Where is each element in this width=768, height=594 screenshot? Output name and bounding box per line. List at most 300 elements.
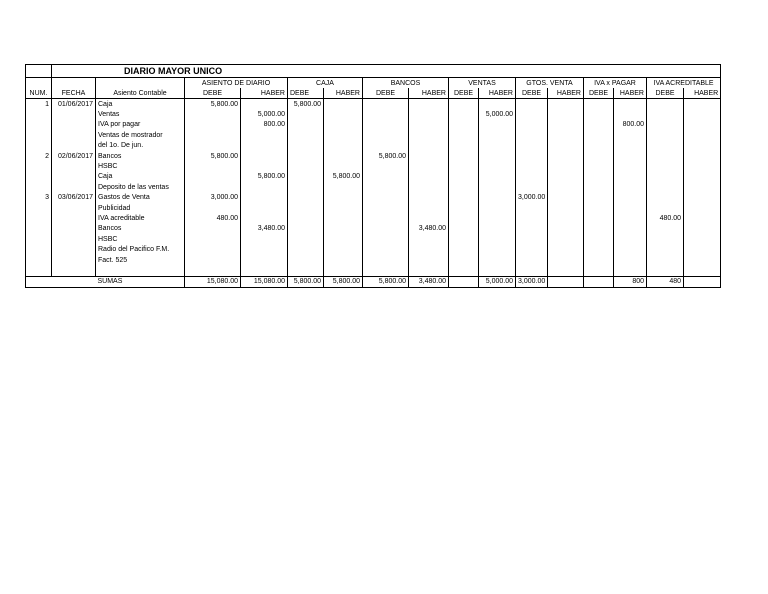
table-row xyxy=(26,203,721,213)
cell-ventas-debe xyxy=(449,161,479,171)
table-row xyxy=(26,109,721,119)
cell-asiento-debe: 5,800.00 xyxy=(185,99,241,110)
cell-asiento-contable: Ventas de mostrador xyxy=(96,130,185,140)
table-row xyxy=(26,234,721,244)
cell-iva-acreditable-haber xyxy=(684,151,721,161)
cell-caja-debe xyxy=(288,193,324,203)
cell-asiento-debe xyxy=(185,109,241,119)
cell-caja-debe xyxy=(288,213,324,223)
cell-fecha xyxy=(52,244,96,254)
cell-iva-acreditable-haber xyxy=(684,99,721,110)
cell-bancos-debe xyxy=(363,244,409,254)
cell-fecha xyxy=(52,265,96,276)
header-debe: DEBE xyxy=(584,88,614,99)
cell-ventas-haber xyxy=(479,255,516,265)
cell-bancos-debe xyxy=(363,141,409,151)
cell-ventas-haber xyxy=(479,172,516,182)
cell-gtos-venta-debe xyxy=(516,265,548,276)
header-haber: HABER xyxy=(479,88,516,99)
cell-ventas-haber xyxy=(479,213,516,223)
cell-iva-pagar-debe xyxy=(584,224,614,234)
cell-bancos-haber xyxy=(409,151,449,161)
sum-caja-haber: 5,800.00 xyxy=(324,276,363,287)
cell-iva-pagar-haber xyxy=(614,265,647,276)
cell-iva-pagar-haber xyxy=(614,130,647,140)
header-debe: DEBE xyxy=(647,88,684,99)
cell-asiento-contable: Fact. 525 xyxy=(96,255,185,265)
cell-num xyxy=(26,224,52,234)
cell-iva-acreditable-debe xyxy=(647,120,684,130)
cell-iva-pagar-debe xyxy=(584,99,614,110)
cell-ventas-debe xyxy=(449,255,479,265)
cell-bancos-debe xyxy=(363,234,409,244)
cell-fecha xyxy=(52,161,96,171)
table-row xyxy=(26,120,721,130)
cell-gtos-venta-debe xyxy=(516,203,548,213)
cell-bancos-debe xyxy=(363,182,409,192)
cell-asiento-haber xyxy=(241,161,288,171)
cell-caja-haber xyxy=(324,265,363,276)
cell-bancos-debe xyxy=(363,213,409,223)
cell-num xyxy=(26,172,52,182)
cell-caja-debe xyxy=(288,265,324,276)
cell-gtos-venta-debe xyxy=(516,109,548,119)
cell-asiento-contable: Ventas xyxy=(96,109,185,119)
cell-ventas-haber xyxy=(479,120,516,130)
cell-gtos-venta-debe xyxy=(516,182,548,192)
cell-asiento-contable: Gastos de Venta xyxy=(96,193,185,203)
cell-iva-acreditable-debe xyxy=(647,109,684,119)
cell-asiento-debe: 480.00 xyxy=(185,213,241,223)
cell-ventas-debe xyxy=(449,203,479,213)
cell-asiento-debe xyxy=(185,130,241,140)
cell-bancos-debe xyxy=(363,193,409,203)
cell-asiento-haber xyxy=(241,141,288,151)
cell-asiento-haber xyxy=(241,244,288,254)
cell-caja-haber xyxy=(324,130,363,140)
table-row xyxy=(26,265,721,276)
cell-bancos-debe xyxy=(363,161,409,171)
cell-iva-acreditable-debe xyxy=(647,255,684,265)
cell-gtos-venta-haber xyxy=(548,109,584,119)
cell-asiento-contable: HSBC xyxy=(96,161,185,171)
cell-iva-acreditable-debe: 480.00 xyxy=(647,213,684,223)
table-row xyxy=(26,130,721,140)
cell-iva-acreditable-haber xyxy=(684,130,721,140)
cell-caja-debe xyxy=(288,151,324,161)
cell-iva-acreditable-debe xyxy=(647,141,684,151)
cell-asiento-haber xyxy=(241,203,288,213)
header-haber: HABER xyxy=(548,88,584,99)
group-ventas: VENTAS xyxy=(449,78,516,89)
header-debe: DEBE xyxy=(185,88,241,99)
cell-ventas-haber xyxy=(479,130,516,140)
cell-bancos-haber: 3,480.00 xyxy=(409,224,449,234)
cell-ventas-haber xyxy=(479,182,516,192)
cell-asiento-contable: Caja xyxy=(96,99,185,110)
cell-iva-pagar-debe xyxy=(584,161,614,171)
cell-gtos-venta-haber xyxy=(548,234,584,244)
cell-gtos-venta-debe xyxy=(516,224,548,234)
cell-caja-debe xyxy=(288,120,324,130)
cell-caja-haber xyxy=(324,213,363,223)
cell-caja-haber xyxy=(324,234,363,244)
cell-caja-haber xyxy=(324,151,363,161)
group-iva-x-pagar: IVA x PAGAR xyxy=(584,78,647,89)
cell-iva-pagar-haber xyxy=(614,203,647,213)
cell-bancos-debe xyxy=(363,130,409,140)
cell-caja-haber xyxy=(324,224,363,234)
cell-asiento-contable: Publicidad xyxy=(96,203,185,213)
cell-ventas-debe xyxy=(449,109,479,119)
cell-caja-haber xyxy=(324,255,363,265)
cell-gtos-venta-debe xyxy=(516,141,548,151)
cell-num: 2 xyxy=(26,151,52,161)
cell-iva-pagar-haber xyxy=(614,244,647,254)
cell-gtos-venta-haber xyxy=(548,151,584,161)
cell-asiento-contable: IVA acreditable xyxy=(96,213,185,223)
header-haber: HABER xyxy=(324,88,363,99)
cell-asiento-debe: 3,000.00 xyxy=(185,193,241,203)
cell-num xyxy=(26,234,52,244)
cell-iva-acreditable-haber xyxy=(684,172,721,182)
cell-gtos-venta-haber xyxy=(548,203,584,213)
cell-caja-debe xyxy=(288,130,324,140)
cell-bancos-haber xyxy=(409,109,449,119)
cell-iva-acreditable-haber xyxy=(684,109,721,119)
cell-caja-debe xyxy=(288,182,324,192)
header-debe: DEBE xyxy=(516,88,548,99)
diario-mayor-table xyxy=(25,64,721,288)
group-gtos-venta: GTOS. VENTA xyxy=(516,78,584,89)
cell-iva-acreditable-haber xyxy=(684,234,721,244)
sheet-title: DIARIO MAYOR UNICO xyxy=(52,65,721,78)
table-row xyxy=(26,182,721,192)
cell-asiento-haber: 5,000.00 xyxy=(241,109,288,119)
cell-num xyxy=(26,213,52,223)
cell-bancos-haber xyxy=(409,172,449,182)
cell-iva-pagar-haber xyxy=(614,99,647,110)
cell-iva-pagar-debe xyxy=(584,130,614,140)
sum-caja-debe: 5,800.00 xyxy=(288,276,324,287)
cell-caja-haber xyxy=(324,120,363,130)
cell-caja-debe xyxy=(288,172,324,182)
cell-caja-haber xyxy=(324,182,363,192)
cell-caja-haber: 5,800.00 xyxy=(324,172,363,182)
sums-label: SUMAS xyxy=(96,276,185,287)
cell-fecha xyxy=(52,255,96,265)
cell-num xyxy=(26,109,52,119)
cell-iva-pagar-debe xyxy=(584,244,614,254)
cell-iva-pagar-debe xyxy=(584,265,614,276)
cell-iva-pagar-haber: 800.00 xyxy=(614,120,647,130)
cell-ventas-debe xyxy=(449,182,479,192)
cell-asiento-haber: 800.00 xyxy=(241,120,288,130)
cell-bancos-haber xyxy=(409,161,449,171)
cell-asiento-debe xyxy=(185,120,241,130)
cell-caja-haber xyxy=(324,141,363,151)
cell-num xyxy=(26,141,52,151)
cell-iva-acreditable-haber xyxy=(684,224,721,234)
header-num: NUM. xyxy=(26,88,52,99)
cell-bancos-haber xyxy=(409,182,449,192)
cell-ventas-debe xyxy=(449,193,479,203)
cell-gtos-venta-debe xyxy=(516,130,548,140)
cell-asiento-haber xyxy=(241,255,288,265)
cell-ventas-debe xyxy=(449,141,479,151)
header-haber: HABER xyxy=(684,88,721,99)
cell-iva-pagar-debe xyxy=(584,182,614,192)
cell-iva-acreditable-debe xyxy=(647,234,684,244)
group-caja: CAJA xyxy=(288,78,363,89)
cell-ventas-haber xyxy=(479,203,516,213)
cell-bancos-haber xyxy=(409,193,449,203)
cell-fecha xyxy=(52,109,96,119)
cell-bancos-haber xyxy=(409,130,449,140)
cell-num xyxy=(26,120,52,130)
cell-gtos-venta-haber xyxy=(548,224,584,234)
cell-fecha: 02/06/2017 xyxy=(52,151,96,161)
cell-iva-pagar-haber xyxy=(614,141,647,151)
header-haber: HABER xyxy=(614,88,647,99)
cell-bancos-haber xyxy=(409,141,449,151)
cell-ventas-haber xyxy=(479,234,516,244)
cell-num xyxy=(26,182,52,192)
cell-iva-pagar-debe xyxy=(584,213,614,223)
cell-asiento-haber xyxy=(241,234,288,244)
cell-caja-debe xyxy=(288,161,324,171)
cell-iva-pagar-haber xyxy=(614,172,647,182)
cell-iva-pagar-haber xyxy=(614,151,647,161)
cell-gtos-venta-debe xyxy=(516,244,548,254)
cell-bancos-debe xyxy=(363,224,409,234)
cell-gtos-venta-haber xyxy=(548,213,584,223)
cell-ventas-debe xyxy=(449,99,479,110)
cell-ventas-haber: 5,000.00 xyxy=(479,109,516,119)
cell-asiento-haber xyxy=(241,193,288,203)
cell-bancos-haber xyxy=(409,213,449,223)
cell-asiento-contable: Bancos xyxy=(96,224,185,234)
sum-iva-pagar-haber: 800 xyxy=(614,276,647,287)
header-haber: HABER xyxy=(409,88,449,99)
cell-bancos-haber xyxy=(409,203,449,213)
cell-bancos-debe xyxy=(363,99,409,110)
cell-gtos-venta-debe xyxy=(516,161,548,171)
cell-bancos-debe xyxy=(363,265,409,276)
cell-asiento-contable: Deposito de las ventas xyxy=(96,182,185,192)
cell-bancos-haber xyxy=(409,120,449,130)
cell-caja-debe xyxy=(288,141,324,151)
cell-fecha xyxy=(52,224,96,234)
cell-num: 1 xyxy=(26,99,52,110)
cell-ventas-haber xyxy=(479,151,516,161)
cell-gtos-venta-debe xyxy=(516,120,548,130)
cell-iva-pagar-haber xyxy=(614,182,647,192)
cell-asiento-haber xyxy=(241,130,288,140)
cell-bancos-debe xyxy=(363,203,409,213)
cell-iva-acreditable-haber xyxy=(684,244,721,254)
cell-caja-debe xyxy=(288,203,324,213)
cell-asiento-contable: Bancos xyxy=(96,151,185,161)
cell-fecha xyxy=(52,120,96,130)
cell-bancos-haber xyxy=(409,244,449,254)
cell-fecha xyxy=(52,172,96,182)
cell-iva-acreditable-haber xyxy=(684,255,721,265)
sum-gtos-venta-haber xyxy=(548,276,584,287)
cell-ventas-debe xyxy=(449,234,479,244)
cell-gtos-venta-haber xyxy=(548,172,584,182)
header-haber: HABER xyxy=(241,88,288,99)
cell-num xyxy=(26,203,52,213)
cell-ventas-debe xyxy=(449,130,479,140)
cell-asiento-contable: HSBC xyxy=(96,234,185,244)
sum-bancos-haber: 3,480.00 xyxy=(409,276,449,287)
cell-iva-pagar-debe xyxy=(584,120,614,130)
cell-iva-pagar-debe xyxy=(584,255,614,265)
cell-fecha: 01/06/2017 xyxy=(52,99,96,110)
cell-iva-acreditable-haber xyxy=(684,193,721,203)
header-debe: DEBE xyxy=(363,88,409,99)
cell-caja-haber xyxy=(324,99,363,110)
group-asiento-de-diario: ASIENTO DE DIARIO xyxy=(185,78,288,89)
cell-gtos-venta-haber xyxy=(548,99,584,110)
cell-num xyxy=(26,265,52,276)
cell-iva-pagar-debe xyxy=(584,141,614,151)
cell-ventas-haber xyxy=(479,224,516,234)
cell-asiento-debe xyxy=(185,255,241,265)
cell-asiento-haber xyxy=(241,265,288,276)
cell-bancos-haber xyxy=(409,255,449,265)
cell-iva-acreditable-haber xyxy=(684,141,721,151)
cell-asiento-debe xyxy=(185,182,241,192)
cell-caja-debe: 5,800.00 xyxy=(288,99,324,110)
cell-asiento-contable: Caja xyxy=(96,172,185,182)
table-row xyxy=(26,244,721,254)
cell-caja-debe xyxy=(288,224,324,234)
header-debe: DEBE xyxy=(449,88,479,99)
cell-asiento-haber: 3,480.00 xyxy=(241,224,288,234)
sum-iva-pagar-debe xyxy=(584,276,614,287)
cell-iva-acreditable-debe xyxy=(647,244,684,254)
cell-caja-debe xyxy=(288,234,324,244)
cell-gtos-venta-debe xyxy=(516,99,548,110)
cell-gtos-venta-debe xyxy=(516,234,548,244)
cell-iva-acreditable-debe xyxy=(647,224,684,234)
cell-ventas-debe xyxy=(449,265,479,276)
cell-caja-haber xyxy=(324,193,363,203)
cell-iva-acreditable-debe xyxy=(647,130,684,140)
cell-bancos-debe xyxy=(363,120,409,130)
cell-iva-pagar-debe xyxy=(584,109,614,119)
cell-asiento-contable: IVA por pagar xyxy=(96,120,185,130)
cell-bancos-debe xyxy=(363,172,409,182)
cell-iva-pagar-debe xyxy=(584,234,614,244)
cell-iva-pagar-debe xyxy=(584,203,614,213)
cell-iva-acreditable-haber xyxy=(684,161,721,171)
cell-caja-haber xyxy=(324,244,363,254)
cell-bancos-haber xyxy=(409,265,449,276)
cell-ventas-debe xyxy=(449,172,479,182)
table-row xyxy=(26,255,721,265)
cell-ventas-haber xyxy=(479,99,516,110)
cell-iva-acreditable-debe xyxy=(647,99,684,110)
cell-asiento-debe: 5,800.00 xyxy=(185,151,241,161)
cell-iva-pagar-haber xyxy=(614,255,647,265)
sum-ventas-debe xyxy=(449,276,479,287)
cell-asiento-haber xyxy=(241,182,288,192)
cell-gtos-venta-debe xyxy=(516,255,548,265)
cell-ventas-debe xyxy=(449,224,479,234)
sum-ventas-haber: 5,000.00 xyxy=(479,276,516,287)
cell-bancos-debe xyxy=(363,255,409,265)
cell-ventas-haber xyxy=(479,161,516,171)
cell-fecha xyxy=(52,130,96,140)
table-row xyxy=(26,193,721,203)
cell-gtos-venta-debe: 3,000.00 xyxy=(516,193,548,203)
cell-iva-acreditable-debe xyxy=(647,193,684,203)
cell-num xyxy=(26,255,52,265)
cell-num: 3 xyxy=(26,193,52,203)
cell-fecha: 03/06/2017 xyxy=(52,193,96,203)
cell-asiento-contable: Radio del Pacifico F.M. xyxy=(96,244,185,254)
cell-asiento-debe xyxy=(185,234,241,244)
cell-asiento-haber: 5,800.00 xyxy=(241,172,288,182)
cell-gtos-venta-haber xyxy=(548,161,584,171)
cell-gtos-venta-haber xyxy=(548,193,584,203)
cell-num xyxy=(26,130,52,140)
cell-iva-acreditable-debe xyxy=(647,161,684,171)
cell-ventas-haber xyxy=(479,244,516,254)
table-row xyxy=(26,172,721,182)
cell-gtos-venta-haber xyxy=(548,182,584,192)
table-row xyxy=(26,141,721,151)
sums-row xyxy=(26,276,721,287)
cell-caja-haber xyxy=(324,109,363,119)
cell-asiento-haber xyxy=(241,213,288,223)
cell-gtos-venta-debe xyxy=(516,151,548,161)
header-asiento-contable: Asiento Contable xyxy=(96,88,185,99)
cell-iva-pagar-haber xyxy=(614,234,647,244)
cell-gtos-venta-haber xyxy=(548,120,584,130)
cell-iva-pagar-haber xyxy=(614,109,647,119)
cell-caja-debe xyxy=(288,244,324,254)
cell-asiento-debe xyxy=(185,172,241,182)
sum-asiento-haber: 15,080.00 xyxy=(241,276,288,287)
table-row xyxy=(26,161,721,171)
header-fecha: FECHA xyxy=(52,88,96,99)
sum-asiento-debe: 15,080.00 xyxy=(185,276,241,287)
cell-fecha xyxy=(52,141,96,151)
cell-iva-acreditable-haber xyxy=(684,213,721,223)
cell-asiento-haber xyxy=(241,99,288,110)
cell-iva-pagar-debe xyxy=(584,193,614,203)
cell-caja-haber xyxy=(324,161,363,171)
table-row xyxy=(26,213,721,223)
cell-gtos-venta-debe xyxy=(516,213,548,223)
cell-ventas-haber xyxy=(479,141,516,151)
cell-iva-acreditable-debe xyxy=(647,151,684,161)
cell-iva-pagar-debe xyxy=(584,151,614,161)
cell-caja-haber xyxy=(324,203,363,213)
sum-iva-acreditable-haber xyxy=(684,276,721,287)
cell-asiento-debe xyxy=(185,203,241,213)
sum-gtos-venta-debe: 3,000.00 xyxy=(516,276,548,287)
cell-ventas-haber xyxy=(479,265,516,276)
cell-bancos-haber xyxy=(409,99,449,110)
cell-gtos-venta-debe xyxy=(516,172,548,182)
cell-bancos-debe xyxy=(363,109,409,119)
table-row xyxy=(26,224,721,234)
